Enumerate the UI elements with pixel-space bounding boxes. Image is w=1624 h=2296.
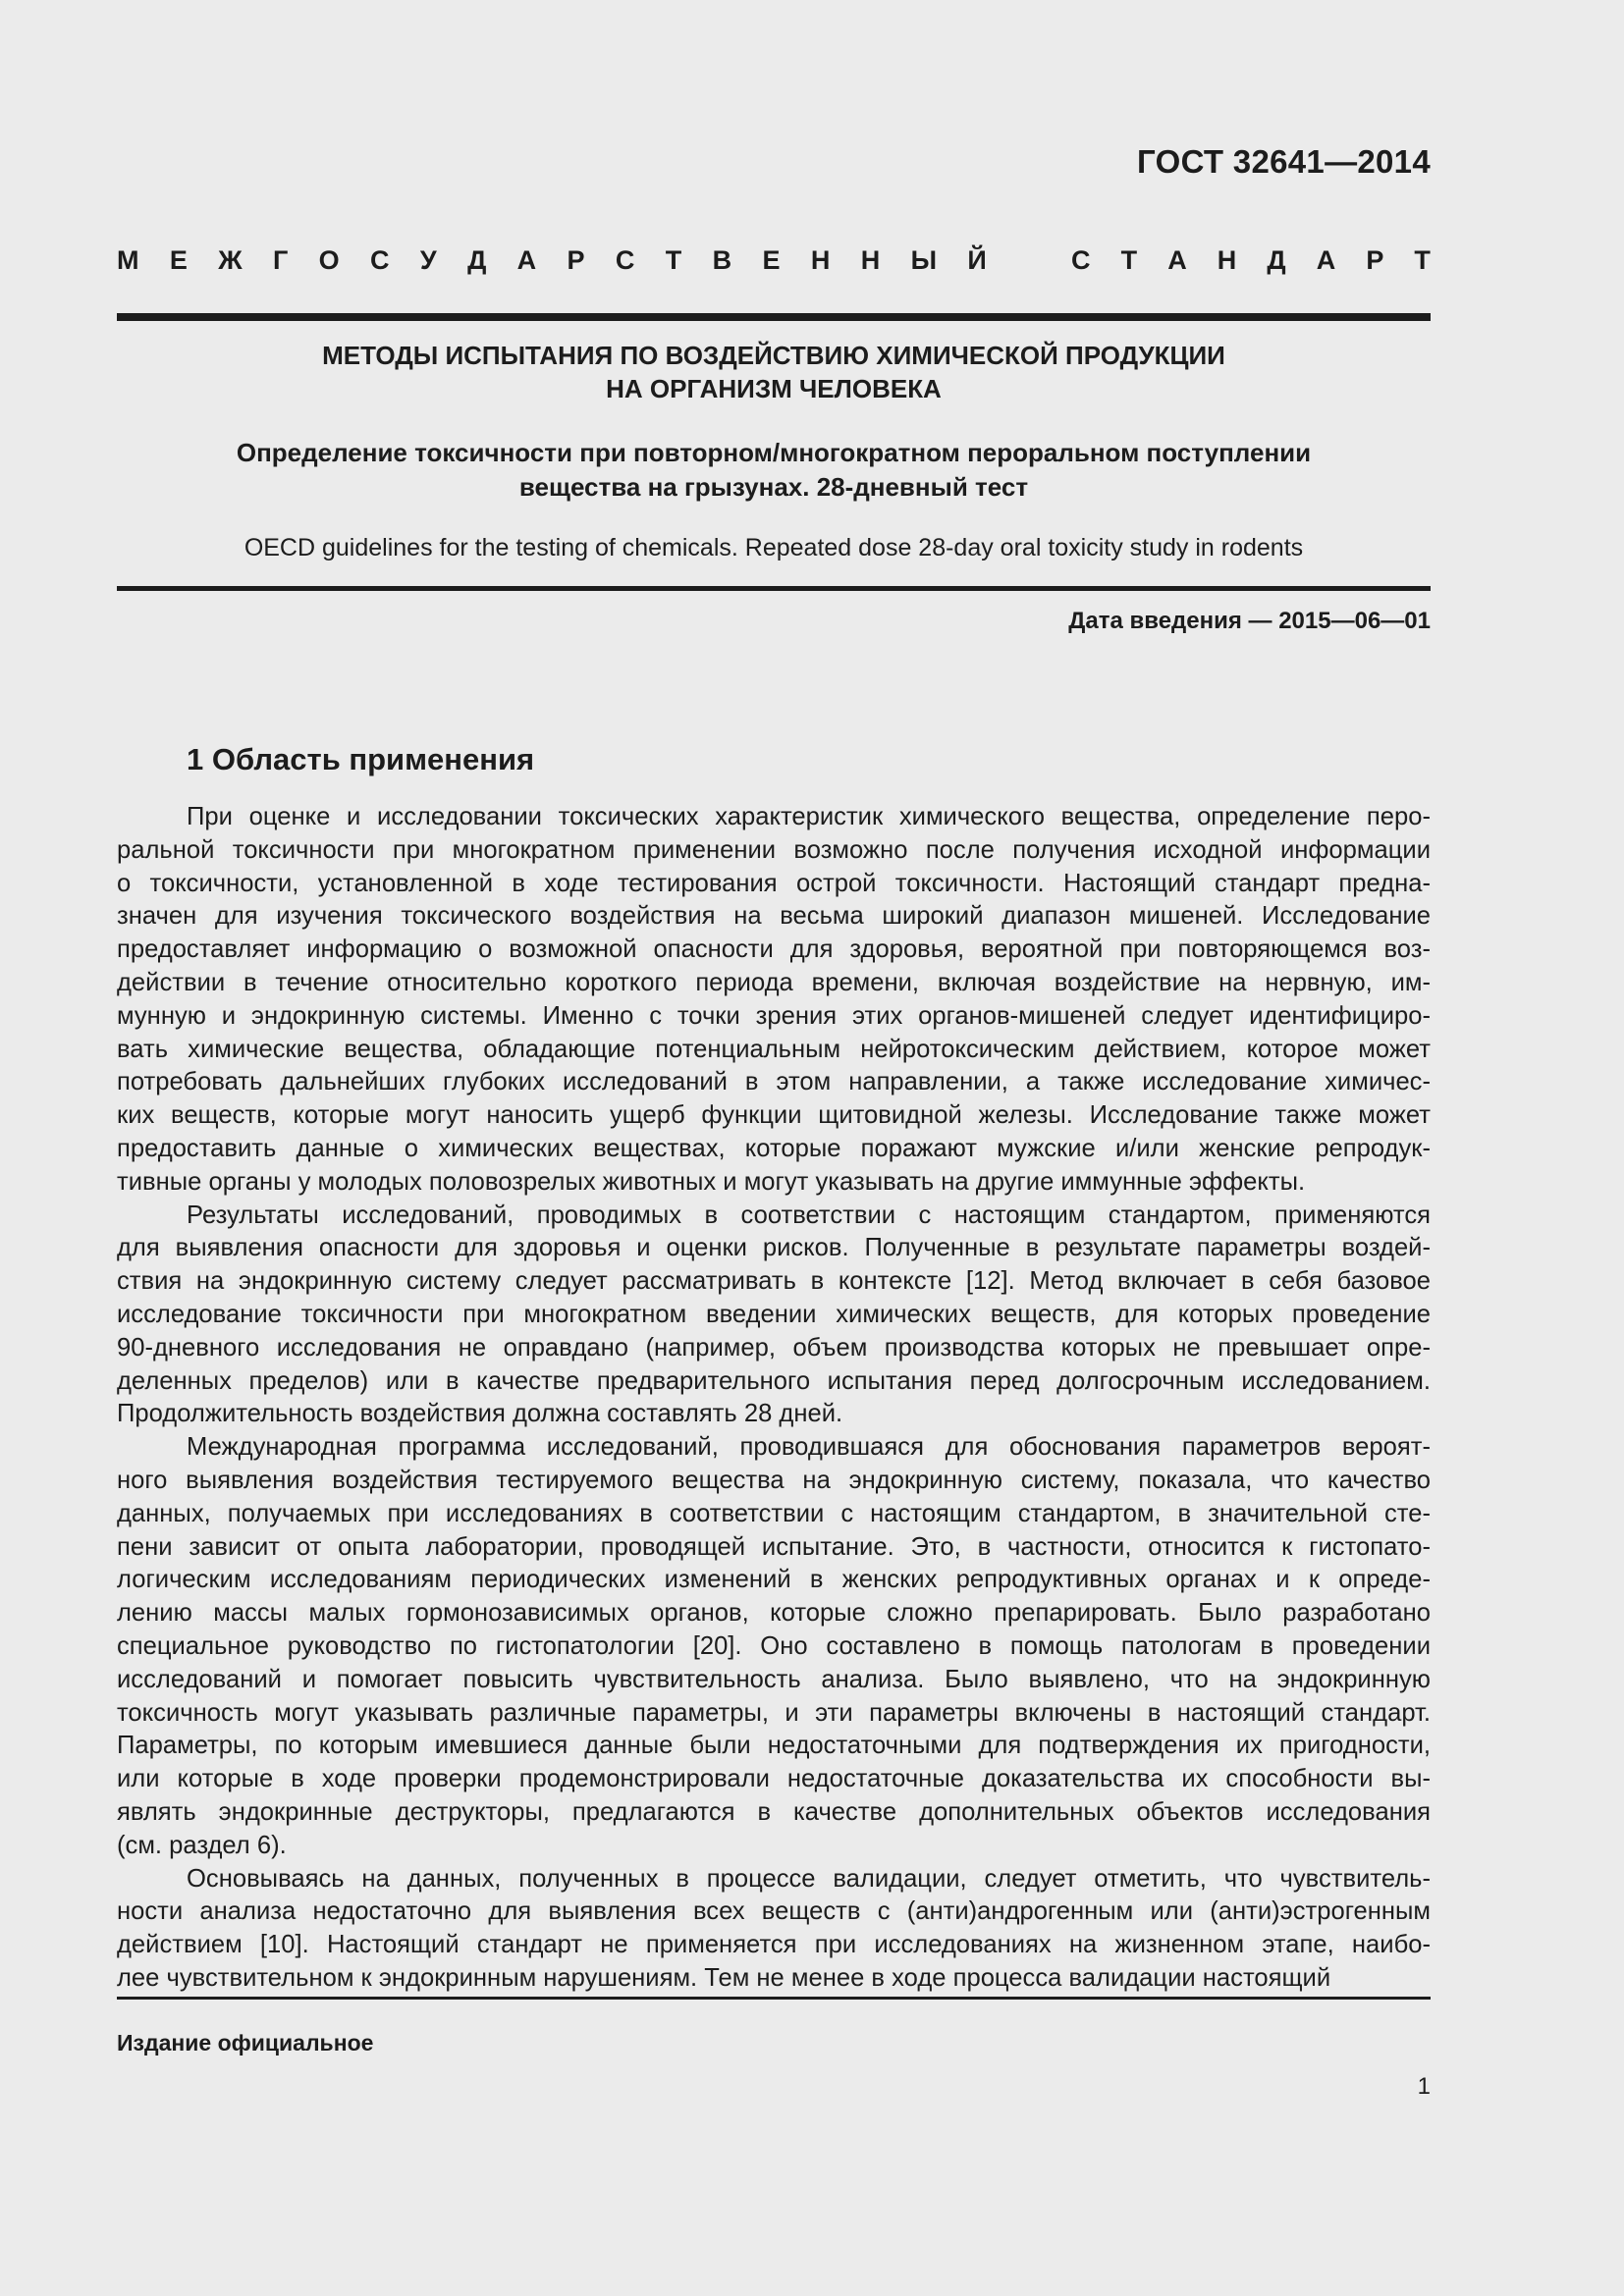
paragraph-line: Продолжительность воздействия должна составлять 28 дней. — [117, 1400, 843, 1428]
heading-letter: Ы — [910, 245, 938, 275]
document-number: ГОСТ 32641—2014 — [1137, 143, 1431, 180]
paragraph-line: логическим исследованиям периодических изменений в женских репродуктивных органах и к опреде- — [117, 1566, 1431, 1594]
paragraph-line: исследование токсичности при многократном введении химических веществ, для которых проведение — [117, 1300, 1431, 1328]
paragraph-line: деленных пределов) или в качестве предварительного испытания перед долгосрочным исследованием. — [117, 1366, 1431, 1395]
paragraph-line: тивные органы у молодых половозрелых животных и могут указывать на другие иммунные эффекты. — [117, 1167, 1306, 1196]
title-line: НА ОРГАНИЗМ ЧЕЛОВЕКА — [606, 374, 942, 403]
paragraph-line: ствия на эндокринную систему следует рассматривать в контексте [12]. Метод включает в себя базовое — [117, 1267, 1431, 1296]
heading-letter: Т — [665, 245, 682, 275]
paragraph-line: токсичность могут указывать различные параметры, и эти параметры включены в настоящий стандарт. — [117, 1698, 1431, 1727]
footer-rule — [117, 1997, 1431, 2000]
paragraph-line: значен для изучения токсического воздействия на весьма широкий диапазон мишеней. Исследование — [117, 902, 1431, 931]
title-line: МЕТОДЫ ИСПЫТАНИЯ ПО ВОЗДЕЙСТВИЮ ХИМИЧЕСКОЙ ПРОДУКЦИИ — [322, 341, 1225, 370]
document-title — [117, 339, 1431, 405]
heading-letter: А — [1316, 245, 1336, 275]
paragraph-line: предоставляет информацию о возможной опасности для здоровья, вероятной при повторяющемся воз- — [117, 935, 1431, 964]
paragraph-line: действием [10]. Настоящий стандарт не применяется при исследованиях на жизненном этапе, наибо- — [117, 1931, 1431, 1959]
heading-letter: Н — [810, 245, 831, 275]
document-page — [117, 0, 1431, 2296]
paragraph-line: предоставить данные о химических веществах, которые поражают мужские и/или женские репродук- — [117, 1134, 1431, 1162]
heading-letter: О — [318, 245, 340, 275]
paragraph-line: Результаты исследований, проводимых в соответствии с настоящим стандартом, применяются — [187, 1201, 1431, 1229]
heading-letter: Й — [967, 245, 987, 275]
paragraph-line: Основываясь на данных, полученных в процессе валидации, следует отметить, что чувствитель- — [187, 1864, 1431, 1893]
section-body — [117, 801, 1431, 1996]
paragraph-line: При оценке и исследовании токсических характеристик химического вещества, определение перо- — [187, 803, 1431, 830]
paragraph-line: действии в течение относительно короткого периода времени, включая воздействие на нервную, им- — [117, 968, 1431, 996]
standard-type-heading — [117, 245, 1431, 285]
edition-label: Издание официальное — [117, 2030, 374, 2056]
heading-letter: Р — [1366, 245, 1384, 275]
heading-letter: А — [1167, 245, 1187, 275]
heading-letter: Г — [273, 245, 289, 275]
paragraph-line: ного выявления воздействия тестируемого вещества на эндокринную систему, показала, что качество — [117, 1466, 1431, 1494]
paragraph-line: данных, получаемых при исследованиях в соответствии с настоящим стандартом, в значительной сте- — [117, 1499, 1431, 1527]
paragraph-line: лению массы малых гормонозависимых органов, которые сложно препарировать. Было разработано — [117, 1599, 1431, 1628]
heading-letter: Р — [567, 245, 585, 275]
paragraph-line: 90-дневного исследования не оправдано (например, объем производства которых не превышает опре- — [117, 1333, 1431, 1362]
paragraph-line: Параметры, по которым имевшиеся данные были недостаточными для подтверждения их пригодности, — [117, 1732, 1431, 1760]
document-subtitle — [117, 436, 1431, 505]
paragraph-line: ральной токсичности при многократном применении возможно после получения исходной информации — [117, 835, 1431, 864]
heading-letter: Д — [467, 245, 487, 275]
introduction-date: Дата введения — 2015—06—01 — [1068, 608, 1431, 634]
paragraph-line: или которые в ходе проверки продемонстрировали недостаточные доказательства их способности вы- — [117, 1765, 1431, 1793]
heading-letter: Н — [860, 245, 881, 275]
heading-letter: Д — [1267, 245, 1286, 275]
header-rule — [117, 313, 1431, 321]
title-rule — [117, 586, 1431, 591]
subtitle-line: вещества на грызунах. 28-дневный тест — [518, 472, 1029, 502]
paragraph-line: специальное руководство по гистопатологии [20]. Оно составлено в помощь патологам в проведении — [117, 1631, 1431, 1660]
section-heading: 1 Область применения — [187, 742, 535, 776]
paragraph-line: потребовать дальнейших глубоких исследований в этом направлении, а также исследование химичес- — [117, 1068, 1431, 1096]
heading-letter: С — [615, 245, 635, 275]
heading-letter: С — [1071, 245, 1091, 275]
paragraph-line: лее чувствительном к эндокринным нарушениям. Тем не менее в ходе процесса валидации настоящий — [117, 1963, 1331, 1992]
heading-letter: В — [712, 245, 732, 275]
subtitle-line: Определение токсичности при повторном/многократном пероральном поступлении — [236, 438, 1312, 467]
paragraph-line: мунную и эндокринную системы. Именно с точки зрения этих органов-мишеней следует идентифициро- — [117, 1001, 1431, 1030]
english-title: OECD guidelines for the testing of chemicals. Repeated dose 28-day oral toxicity study in rodents — [244, 534, 1304, 561]
paragraph-line: вать химические вещества, обладающие потенциальным нейротоксическим действием, которое может — [117, 1035, 1431, 1063]
paragraph-line: являть эндокринные деструкторы, предлагаются в качестве дополнительных объектов исследования — [117, 1797, 1431, 1826]
heading-letter: Е — [762, 245, 781, 275]
paragraph-line: исследований и помогает повысить чувствительность анализа. Было выявлено, что на эндокринную — [117, 1665, 1431, 1693]
heading-letter: Т — [1120, 245, 1138, 275]
heading-letter: Т — [1414, 245, 1431, 275]
paragraph-line: Международная программа исследований, проводившаяся для обоснования параметров вероят- — [187, 1433, 1431, 1462]
heading-letter: Ж — [218, 245, 243, 275]
heading-letter: Е — [169, 245, 188, 275]
heading-letter: У — [419, 245, 437, 275]
paragraph-line: (см. раздел 6). — [117, 1831, 287, 1859]
paragraph-line: ких веществ, которые могут наносить ущерб функции щитовидной железы. Исследование также может — [117, 1101, 1431, 1130]
standard-type-word-2 — [1071, 245, 1431, 285]
paragraph-line: пени зависит от опыта лаборатории, проводящей испытание. Это, в частности, относится к гистопато- — [117, 1532, 1431, 1561]
heading-letter: С — [370, 245, 390, 275]
heading-letter: А — [516, 245, 537, 275]
standard-type-word-1 — [117, 245, 987, 285]
paragraph-line: о токсичности, установленной в ходе тестирования острой токсичности. Настоящий стандарт предна- — [117, 869, 1431, 897]
page-number: 1 — [1417, 2073, 1431, 2100]
heading-letter: Н — [1217, 245, 1237, 275]
paragraph-line: ности анализа недостаточно для выявления всех веществ с (анти)андрогенным или (анти)эстрогенным — [117, 1897, 1431, 1926]
paragraph-line: для выявления опасности для здоровья и оценки рисков. Полученные в результате параметры воздей- — [117, 1234, 1431, 1262]
heading-letter: М — [117, 245, 139, 275]
